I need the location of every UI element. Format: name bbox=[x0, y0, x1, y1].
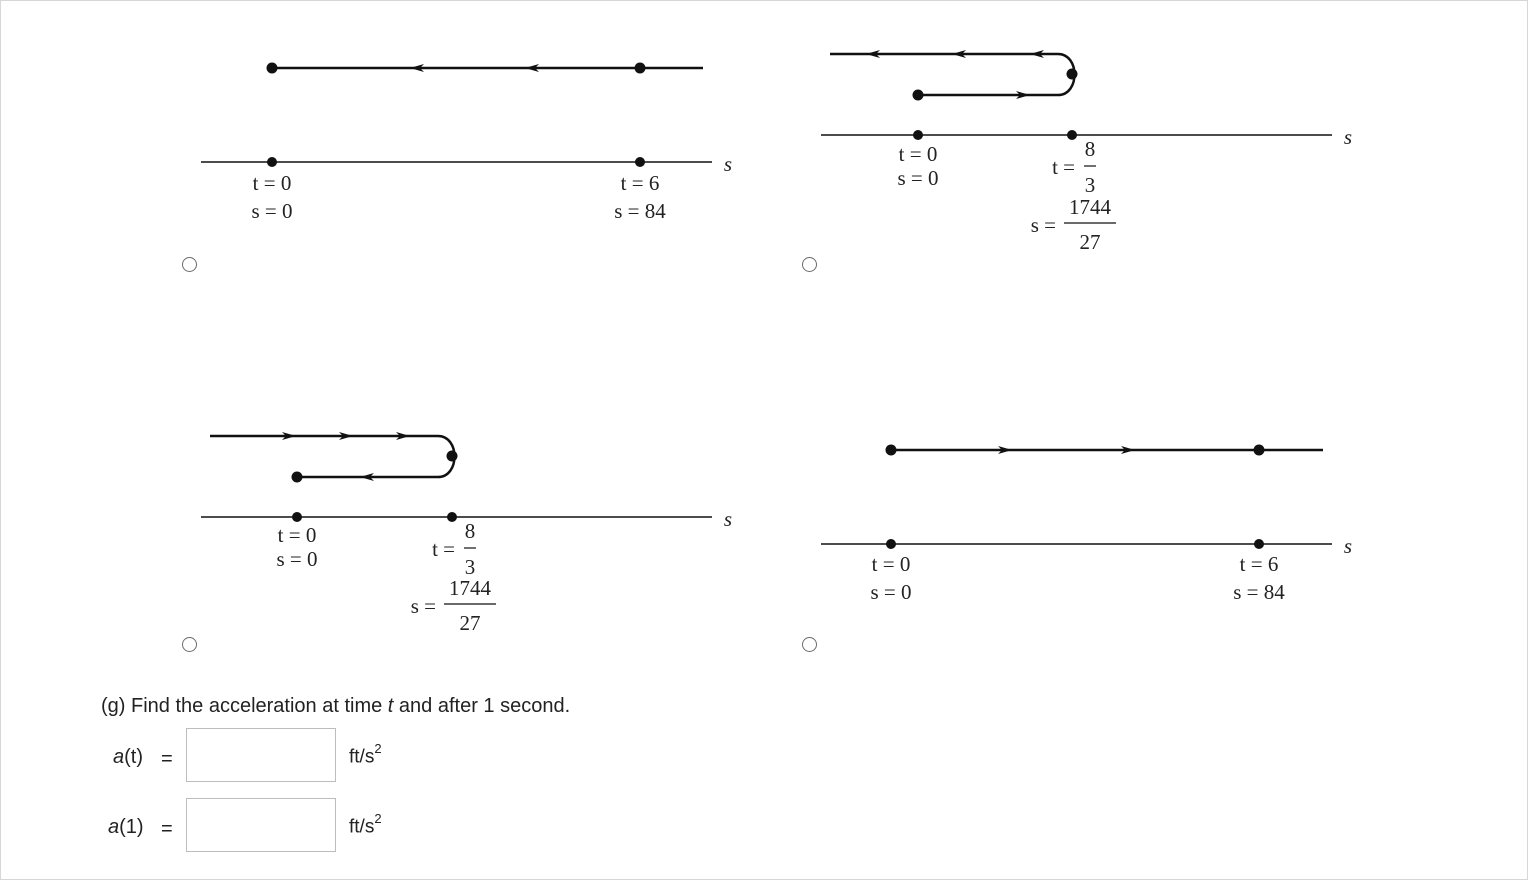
s84-label: s = 84 bbox=[614, 199, 666, 223]
question-g bbox=[101, 695, 570, 718]
s0-label: s = 0 bbox=[870, 580, 912, 604]
endpoint-dot bbox=[267, 63, 278, 74]
question-var: t bbox=[387, 695, 394, 717]
axis-dot bbox=[447, 512, 457, 522]
s0-label: s = 0 bbox=[276, 547, 318, 571]
frac-t-num: 8 bbox=[464, 519, 476, 543]
a-1-input[interactable] bbox=[186, 798, 336, 852]
axis-label: s bbox=[1343, 534, 1353, 558]
question-suffix: and after 1 second. bbox=[393, 695, 571, 717]
frac-s-den: 27 bbox=[459, 611, 481, 635]
a-t-unit bbox=[349, 743, 382, 768]
t-equals-label: t = bbox=[1052, 155, 1075, 179]
endpoint-dot bbox=[1254, 445, 1265, 456]
unit-exponent: 2 bbox=[374, 811, 382, 826]
t6-label: t = 6 bbox=[1239, 552, 1279, 576]
t0-label: t = 0 bbox=[277, 523, 317, 547]
label-arg: (1) bbox=[119, 816, 144, 838]
unit-text: ft/s bbox=[349, 746, 375, 768]
frac-s-num: 1744 bbox=[1069, 195, 1111, 219]
label-arg: (t) bbox=[124, 746, 144, 768]
axis-label: s bbox=[723, 152, 733, 176]
endpoint-dot bbox=[292, 472, 303, 483]
endpoint-dot bbox=[913, 90, 924, 101]
turn-dot bbox=[1067, 69, 1078, 80]
a-t-input[interactable] bbox=[186, 728, 336, 782]
t0-label: t = 0 bbox=[252, 171, 292, 195]
frac-t-num: 8 bbox=[1084, 137, 1096, 161]
label-var: a bbox=[113, 746, 125, 768]
s-equals-label: s = bbox=[410, 594, 436, 618]
option-b-diagram bbox=[821, 50, 1352, 254]
axis-dot bbox=[267, 157, 277, 167]
s-equals-label: s = bbox=[1030, 213, 1056, 237]
axis-label: s bbox=[1343, 125, 1353, 149]
a-t-label bbox=[113, 746, 143, 769]
t-equals-label: t = bbox=[432, 537, 455, 561]
frac-s-num: 1744 bbox=[449, 576, 491, 600]
t6-label: t = 6 bbox=[620, 171, 660, 195]
path-line bbox=[830, 54, 1075, 95]
unit-text: ft/s bbox=[349, 816, 375, 838]
option-a-radio[interactable] bbox=[182, 257, 197, 272]
s0-label: s = 0 bbox=[251, 199, 293, 223]
s0-label: s = 0 bbox=[897, 166, 939, 190]
turn-dot bbox=[447, 451, 458, 462]
axis-dot bbox=[1254, 539, 1264, 549]
axis-dot bbox=[1067, 130, 1077, 140]
turn-dot bbox=[635, 63, 646, 74]
option-c-radio[interactable] bbox=[182, 637, 197, 652]
a-1-unit bbox=[349, 813, 382, 838]
frac-t-den: 3 bbox=[464, 555, 476, 579]
t0-label: t = 0 bbox=[871, 552, 911, 576]
axis-dot bbox=[635, 157, 645, 167]
question-prefix: (g) Find the acceleration at time bbox=[101, 695, 388, 717]
label-var: a bbox=[108, 816, 120, 838]
t0-label: t = 0 bbox=[898, 142, 938, 166]
frac-s-den: 27 bbox=[1079, 230, 1101, 254]
option-d-radio[interactable] bbox=[802, 637, 817, 652]
option-b-radio[interactable] bbox=[802, 257, 817, 272]
option-a-diagram bbox=[201, 63, 732, 224]
unit-exponent: 2 bbox=[374, 741, 382, 756]
equals-sign: = bbox=[161, 748, 173, 770]
axis-dot bbox=[913, 130, 923, 140]
axis-label: s bbox=[723, 507, 733, 531]
axis-dot bbox=[886, 539, 896, 549]
s84-label: s = 84 bbox=[1233, 580, 1285, 604]
a-1-label bbox=[108, 816, 144, 839]
axis-dot bbox=[292, 512, 302, 522]
equals-sign: = bbox=[161, 818, 173, 840]
endpoint-dot bbox=[886, 445, 897, 456]
option-c-diagram bbox=[201, 432, 732, 635]
path-line bbox=[210, 436, 455, 477]
frac-t-den: 3 bbox=[1084, 173, 1096, 197]
option-d-diagram bbox=[821, 445, 1352, 605]
